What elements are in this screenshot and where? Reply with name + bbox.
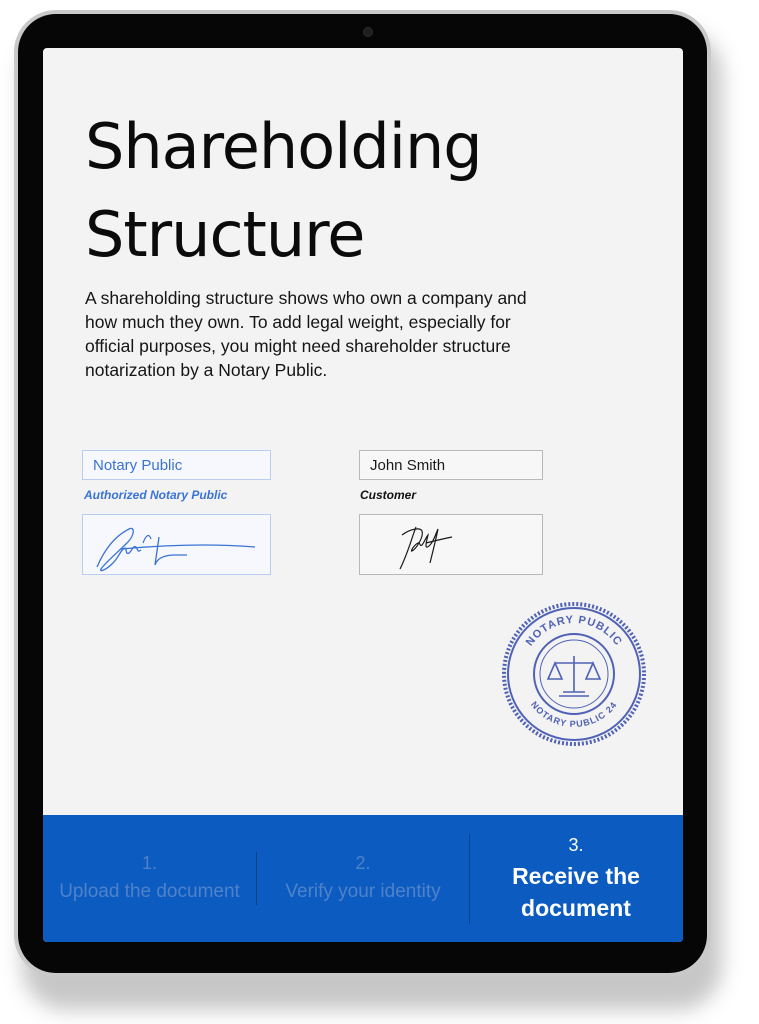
document-screen [43,48,683,942]
notary-seal-icon [501,601,647,747]
step-label: Verify your identity [285,881,441,902]
camera-icon [364,28,372,36]
customer-role-label: Customer [360,488,417,502]
notary-name-field [82,450,271,480]
step-verify[interactable] [256,852,469,905]
steps-bar [43,815,683,942]
customer-name-field [359,450,543,480]
seal-bottom-text: NOTARY PUBLIC 24 [528,699,620,730]
description-text: A shareholding structure shows who own a company and how much they own. To add legal weight, especially for official purposes, you might need shareholder structure notarization by a Notary Public. [85,288,527,380]
step-number: 2. [355,853,371,873]
notary-role-label: Authorized Notary Public [84,488,228,502]
customer-signature-box [359,514,543,575]
step-number: 3. [568,834,584,855]
seal-top-text: NOTARY PUBLIC [523,613,625,649]
notary-signature-icon [83,515,272,576]
notary-name: Notary Public [93,456,183,474]
notary-signature-box [82,514,271,575]
title-line-2: Structure [85,198,365,271]
page-title [85,103,645,279]
step-receive[interactable] [469,834,682,924]
customer-signature-icon [360,515,544,576]
title-line-1: Shareholding [85,110,482,183]
step-label: Upload the document [59,881,240,902]
step-number: 1. [141,853,157,873]
step-upload[interactable] [43,852,256,905]
customer-name: John Smith [370,456,446,474]
step-label: Receive the document [512,862,640,921]
